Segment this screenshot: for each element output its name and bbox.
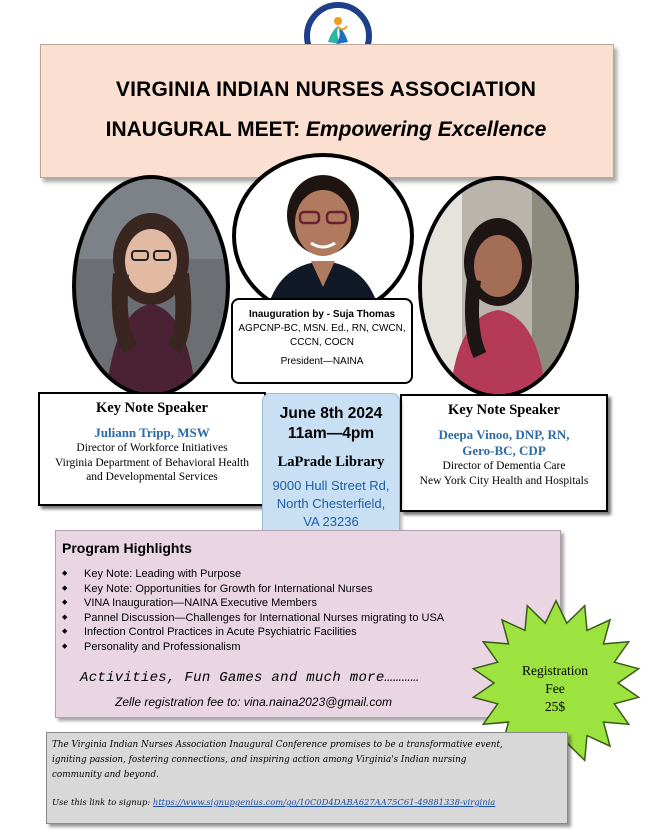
inauguration-card: [231, 298, 413, 384]
subtitle-prefix: INAUGURAL MEET:: [105, 118, 301, 141]
inaugurator-photo: [232, 153, 414, 319]
program-item: ◆ Infection Control Practices in Acute Psychiatric Facilities: [62, 625, 444, 640]
program-item: ◆ VINA Inauguration—NAINA Executive Members: [62, 596, 444, 611]
speaker-left-desc-2: Virginia Department of Behavioral Health: [55, 456, 249, 469]
signup-line: [52, 797, 495, 807]
speaker-right-desc-1: Director of Dementia Care: [442, 460, 566, 472]
activities-text: Activities, Fun Games and much more…………: [80, 670, 420, 686]
program-title: Program Highlights: [62, 540, 192, 556]
registration-fee-label: [500, 662, 610, 716]
speaker-right-heading: Key Note Speaker: [448, 402, 560, 418]
speaker-left-card: [38, 392, 266, 506]
event-info-card: [262, 393, 400, 549]
registration-line-2: Fee: [545, 681, 565, 696]
speaker-right-name-2: Gero-BC, CDP: [462, 443, 546, 458]
speaker-right-card: [400, 394, 608, 512]
speaker-left-desc-1: Director of Workforce Initiatives: [76, 442, 228, 454]
speaker-left-desc-3: and Developmental Services: [86, 471, 218, 483]
event-address-2: North Chesterfield,: [276, 496, 386, 511]
event-address-1: 9000 Hull Street Rd,: [272, 478, 390, 493]
speaker-left-photo: [72, 175, 230, 397]
page-subtitle: [40, 118, 612, 142]
program-item: ◆ Pannel Discussion—Challenges for International Nurses migrating to USA: [62, 611, 444, 626]
program-item: ◆ Key Note: Leading with Purpose: [62, 567, 444, 582]
inauguration-credentials-2: CCCN, COCN: [290, 337, 354, 348]
inauguration-credentials-1: AGPCNP-BC, MSN. Ed., RN, CWCN,: [238, 323, 406, 334]
speaker-right-name-1: Deepa Vinoo, DNP, RN,: [438, 427, 570, 442]
speaker-right-photo: [418, 176, 579, 398]
speaker-left-name: Juliann Tripp, MSW: [94, 425, 210, 440]
inauguration-heading: Inauguration by - Suja Thomas: [248, 309, 396, 320]
event-address-3: VA 23236: [303, 514, 359, 529]
page-title: VIRGINIA INDIAN NURSES ASSOCIATION: [115, 78, 537, 101]
program-item: ◆ Personality and Professionalism: [62, 640, 444, 655]
event-date: June 8th 2024: [279, 405, 383, 422]
speaker-right-desc-2: New York City Health and Hospitals: [419, 474, 589, 487]
event-venue: LaPrade Library: [277, 454, 385, 470]
subtitle-emphasis: Empowering Excellence: [305, 118, 547, 141]
program-item: ◆ Key Note: Opportunities for Growth for International Nurses: [62, 582, 444, 597]
signup-link[interactable]: https://www.signupgenius.com/go/10C0D4DABA627AA75C61-49881338-virginia: [152, 797, 496, 807]
event-time: 11am—4pm: [287, 425, 375, 442]
signup-label: Use this link to signup:: [52, 797, 151, 807]
registration-fee-amount: 25$: [544, 699, 566, 714]
inauguration-role: President—NAINA: [280, 356, 364, 367]
program-list: [62, 567, 444, 654]
zelle-info: Zelle registration fee to: vina.naina2023@gmail.com: [115, 695, 392, 709]
conference-description: The Virginia Indian Nurses Association Inaugural Conference promises to be a transformative event, igniting passion, fostering connections, and inspiring action among Virginia's Indian nursing community and beyond.: [52, 740, 503, 780]
registration-line-1: Registration: [522, 663, 588, 678]
speaker-left-heading: Key Note Speaker: [96, 400, 208, 416]
